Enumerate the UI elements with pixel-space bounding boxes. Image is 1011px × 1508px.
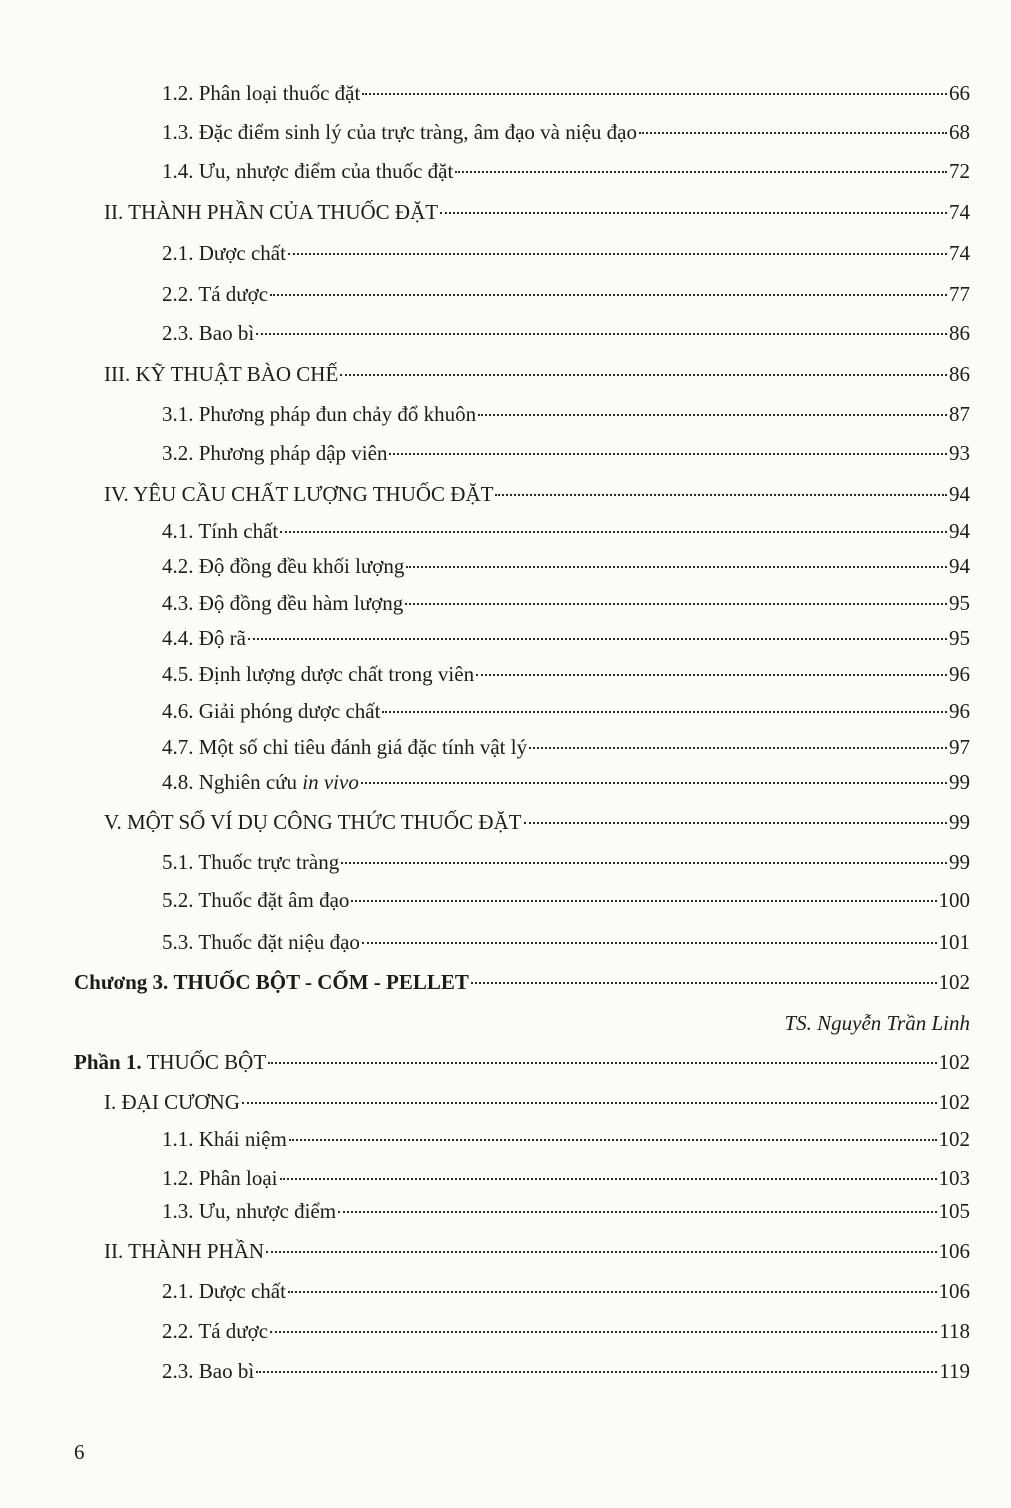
toc-entry-number: 4.1. bbox=[162, 519, 194, 543]
toc-entry bbox=[162, 80, 970, 106]
dot-leader bbox=[270, 1331, 937, 1333]
dot-leader bbox=[266, 1251, 936, 1253]
toc-entry-title bbox=[162, 80, 360, 106]
toc-entry-title bbox=[162, 320, 254, 346]
toc-entry-page: 102 bbox=[938, 1090, 970, 1114]
toc-entry-title bbox=[162, 698, 380, 724]
toc-entry-page: 99 bbox=[949, 770, 970, 794]
toc-entry-title bbox=[162, 240, 286, 266]
toc-entry bbox=[162, 769, 970, 795]
toc-entry-number: 4.2. bbox=[162, 554, 194, 578]
toc-entry-text: Độ đồng đều hàm lượng bbox=[198, 591, 404, 615]
toc-entry bbox=[104, 1238, 970, 1264]
dot-leader bbox=[524, 822, 948, 824]
toc-entry-number: 3.1. bbox=[162, 402, 194, 426]
toc-entry-page: 103 bbox=[938, 1166, 970, 1190]
toc-entry-page: 100 bbox=[938, 888, 970, 912]
toc-entry-text: Phân loại bbox=[198, 1166, 278, 1190]
dot-leader bbox=[288, 1291, 937, 1293]
toc-entry bbox=[162, 401, 970, 427]
toc-entry-number: III. bbox=[104, 362, 131, 386]
toc-entry-text: Một số chỉ tiêu đánh giá đặc tính vật lý bbox=[198, 735, 528, 759]
toc-entry bbox=[162, 887, 970, 913]
toc-entry-number: 5.3. bbox=[162, 930, 194, 954]
toc-entry-page: 106 bbox=[938, 1239, 970, 1263]
toc-entry-text: YÊU CẦU CHẤT LƯỢNG THUỐC ĐẶT bbox=[133, 482, 494, 506]
toc-entry-number: 5.1. bbox=[162, 850, 194, 874]
toc-entry-number: IV. bbox=[104, 482, 129, 506]
toc-entry-page: 94 bbox=[949, 519, 970, 543]
toc-entry-number: 2.2. bbox=[162, 282, 194, 306]
toc-entry-title bbox=[162, 1278, 286, 1304]
dot-leader bbox=[382, 711, 947, 713]
toc-entry-title bbox=[104, 809, 522, 835]
toc-entry-number: 2.2. bbox=[162, 1319, 194, 1343]
toc-entry bbox=[162, 440, 970, 466]
toc-entry-page: 99 bbox=[949, 850, 970, 874]
toc-entry-text: ĐẠI CƯƠNG bbox=[121, 1090, 240, 1114]
toc-entry-number: 1.1. bbox=[162, 1127, 194, 1151]
toc-entry-text: THUỐC BỘT bbox=[146, 1050, 267, 1074]
toc-entry-text: Phương pháp dập viên bbox=[198, 441, 388, 465]
toc-entry-text: Bao bì bbox=[198, 1359, 255, 1383]
toc-entry-page: 102 bbox=[938, 970, 970, 994]
toc-entry bbox=[104, 809, 970, 835]
dot-leader bbox=[351, 900, 936, 902]
toc-entry-page: 94 bbox=[949, 482, 970, 506]
toc-entry bbox=[162, 590, 970, 616]
toc-entry-italic: in vivo bbox=[302, 770, 359, 794]
toc-entry-text: Tá dược bbox=[198, 282, 269, 306]
toc-entry bbox=[104, 1089, 970, 1115]
toc-entry-text: Tính chất bbox=[198, 519, 279, 543]
dot-leader bbox=[455, 171, 947, 173]
toc-entry-number: 1.3. bbox=[162, 120, 194, 144]
toc-entry-page: 66 bbox=[949, 81, 970, 105]
toc-entry-title bbox=[74, 1049, 266, 1075]
dot-leader bbox=[478, 414, 947, 416]
toc-entry bbox=[162, 281, 970, 307]
toc-entry-page: 93 bbox=[949, 441, 970, 465]
toc-entry-text: Phương pháp đun chảy đổ khuôn bbox=[198, 402, 477, 426]
toc-entry bbox=[162, 929, 970, 955]
toc-entry-text: Giải phóng dược chất bbox=[198, 699, 381, 723]
toc-entry-number: II. bbox=[104, 1239, 124, 1263]
toc-entry-number: 1.3. bbox=[162, 1199, 194, 1223]
toc-entry-title bbox=[104, 199, 438, 225]
toc-entry-title bbox=[162, 158, 453, 184]
toc-entry-number: V. bbox=[104, 810, 122, 834]
toc-entry-title bbox=[162, 734, 527, 760]
toc-entry-title bbox=[162, 1318, 268, 1344]
toc-entry-number: 1.4. bbox=[162, 159, 194, 183]
toc-entry-title bbox=[162, 518, 278, 544]
dot-leader bbox=[338, 1211, 936, 1213]
toc-entry-title bbox=[104, 1238, 264, 1264]
toc-entry-number: 2.3. bbox=[162, 321, 194, 345]
toc-entry-page: 96 bbox=[949, 662, 970, 686]
toc-entry bbox=[162, 849, 970, 875]
toc-entry bbox=[104, 481, 970, 507]
toc-entry-title bbox=[162, 440, 387, 466]
toc-entry-text: Phân loại thuốc đặt bbox=[198, 81, 361, 105]
toc-entry-text: Bao bì bbox=[198, 321, 255, 345]
toc-entry bbox=[162, 1278, 970, 1304]
toc-entry-page: 97 bbox=[949, 735, 970, 759]
toc-entry bbox=[162, 518, 970, 544]
toc-entry-number: 2.1. bbox=[162, 241, 194, 265]
dot-leader bbox=[406, 566, 947, 568]
dot-leader bbox=[405, 603, 947, 605]
toc-entry-text: Thuốc đặt niệu đạo bbox=[198, 930, 360, 954]
dot-leader bbox=[270, 294, 947, 296]
toc-entry-number: 4.7. bbox=[162, 735, 194, 759]
toc-entry-number: 2.1. bbox=[162, 1279, 194, 1303]
toc-entry-page: 105 bbox=[938, 1199, 970, 1223]
toc-entry bbox=[162, 698, 970, 724]
toc-entry-number: 3.2. bbox=[162, 441, 194, 465]
toc-entry-text: Ưu, nhược điểm bbox=[198, 1199, 337, 1223]
toc-entry-title bbox=[162, 849, 339, 875]
toc-entry-text: KỸ THUẬT BÀO CHẾ bbox=[135, 362, 339, 386]
toc-entry-page: 86 bbox=[949, 362, 970, 386]
toc-entry-page: 102 bbox=[938, 1050, 970, 1074]
dot-leader bbox=[242, 1102, 937, 1104]
toc-entry-number: II. bbox=[104, 200, 124, 224]
dot-leader bbox=[529, 747, 947, 749]
toc-entry-text: MỘT SỐ VÍ DỤ CÔNG THỨC THUỐC ĐẶT bbox=[126, 810, 522, 834]
dot-leader bbox=[440, 212, 947, 214]
dot-leader bbox=[389, 453, 947, 455]
toc-entry-page: 68 bbox=[949, 120, 970, 144]
toc-entry-title bbox=[162, 119, 637, 145]
toc-entry bbox=[162, 158, 970, 184]
toc-entry-page: 118 bbox=[939, 1319, 970, 1343]
toc-entry-title bbox=[162, 661, 474, 687]
toc-entry-page: 94 bbox=[949, 554, 970, 578]
toc-entry bbox=[162, 553, 970, 579]
toc-entry-title bbox=[104, 361, 338, 387]
toc-entry-text: Độ đồng đều khối lượng bbox=[198, 554, 405, 578]
toc-entry-text: THÀNH PHẦN CỦA THUỐC ĐẶT bbox=[128, 200, 439, 224]
dot-leader bbox=[268, 1062, 936, 1064]
dot-leader bbox=[361, 782, 947, 784]
toc-entry-title bbox=[162, 281, 268, 307]
toc-entry-page: 96 bbox=[949, 699, 970, 723]
toc-entry-text: Ưu, nhược điểm của thuốc đặt bbox=[198, 159, 454, 183]
toc-entry bbox=[162, 625, 970, 651]
page-number: 6 bbox=[74, 1440, 85, 1464]
dot-leader bbox=[476, 674, 947, 676]
toc-entry-number: Chương 3. bbox=[74, 970, 169, 994]
dot-leader bbox=[280, 1178, 937, 1180]
dot-leader bbox=[362, 93, 947, 95]
dot-leader bbox=[256, 1371, 937, 1373]
toc-entry-number: 4.8. bbox=[162, 770, 194, 794]
dot-leader bbox=[495, 494, 947, 496]
toc-entry-text: Tá dược bbox=[198, 1319, 269, 1343]
toc-entry-page: 101 bbox=[938, 930, 970, 954]
dot-leader bbox=[289, 1139, 937, 1141]
toc-entry bbox=[162, 1165, 970, 1191]
toc-entry-page: 95 bbox=[949, 626, 970, 650]
toc-entry bbox=[74, 969, 970, 995]
toc-entry-title bbox=[162, 401, 476, 427]
toc-entry bbox=[104, 361, 970, 387]
toc-entry bbox=[162, 119, 970, 145]
toc-entry-page: 102 bbox=[938, 1127, 970, 1151]
toc-entry-text: Dược chất bbox=[198, 241, 286, 265]
toc-entry-text: Thuốc đặt âm đạo bbox=[198, 888, 350, 912]
dot-leader bbox=[341, 862, 947, 864]
toc-entry-page: 99 bbox=[949, 810, 970, 834]
dot-leader bbox=[288, 253, 947, 255]
toc-entry-number: I. bbox=[104, 1090, 117, 1114]
toc-entry-number: 4.3. bbox=[162, 591, 194, 615]
toc-entry-text: Nghiên cứu bbox=[198, 770, 303, 794]
toc-entry-number: 4.4. bbox=[162, 626, 194, 650]
dot-leader bbox=[340, 374, 947, 376]
toc-entry-page: 86 bbox=[949, 321, 970, 345]
dot-leader bbox=[639, 132, 947, 134]
toc-entry-text: Thuốc trực tràng bbox=[198, 850, 340, 874]
toc-entry-title bbox=[162, 1126, 287, 1152]
toc-entry-number: Phần 1. bbox=[74, 1050, 142, 1074]
toc-entry-title bbox=[162, 1165, 278, 1191]
toc-entry-page: 77 bbox=[949, 282, 970, 306]
toc-entry bbox=[162, 1198, 970, 1224]
chapter-author: TS. Nguyễn Trần Linh bbox=[784, 1011, 970, 1035]
toc-entry bbox=[162, 1358, 970, 1384]
toc-entry bbox=[162, 1318, 970, 1344]
toc-entry-text: THUỐC BỘT - CỐM - PELLET bbox=[173, 970, 469, 994]
toc-entry-page: 72 bbox=[949, 159, 970, 183]
toc-entry bbox=[104, 199, 970, 225]
toc-entry-text: Độ rã bbox=[198, 626, 246, 650]
dot-leader bbox=[256, 333, 947, 335]
toc-entry-number: 1.2. bbox=[162, 1166, 194, 1190]
toc-entry-title bbox=[162, 887, 349, 913]
toc-entry bbox=[162, 240, 970, 266]
toc-entry-text: Khái niệm bbox=[198, 1127, 287, 1151]
toc-entry-title bbox=[162, 590, 403, 616]
toc-entry-title bbox=[74, 969, 469, 995]
toc-entry-title bbox=[162, 553, 404, 579]
toc-entry-title bbox=[162, 1358, 254, 1384]
toc-entry-page: 119 bbox=[939, 1359, 970, 1383]
dot-leader bbox=[280, 531, 947, 533]
toc-entry-title bbox=[104, 1089, 240, 1115]
toc-entry-title bbox=[104, 481, 493, 507]
toc-entry-page: 95 bbox=[949, 591, 970, 615]
toc-entry-number: 4.6. bbox=[162, 699, 194, 723]
toc-entry-number: 4.5. bbox=[162, 662, 194, 686]
toc-entry-number: 1.2. bbox=[162, 81, 194, 105]
toc-entry-number: 5.2. bbox=[162, 888, 194, 912]
toc-entry-text: Đặc điểm sinh lý của trực tràng, âm đạo và niệu đạo bbox=[198, 120, 637, 144]
toc-entry-page: 74 bbox=[949, 241, 970, 265]
dot-leader bbox=[248, 638, 947, 640]
toc-entry bbox=[162, 320, 970, 346]
toc-entry-title bbox=[162, 1198, 336, 1224]
toc-entry-text: Định lượng dược chất trong viên bbox=[198, 662, 475, 686]
toc-entry bbox=[162, 734, 970, 760]
toc-entry-title bbox=[162, 625, 246, 651]
toc-entry bbox=[74, 1049, 970, 1075]
toc-entry bbox=[162, 661, 970, 687]
toc-entry-title bbox=[162, 929, 360, 955]
toc-entry-page: 106 bbox=[938, 1279, 970, 1303]
toc-entry-page: 87 bbox=[949, 402, 970, 426]
toc-entry-text: THÀNH PHẦN bbox=[128, 1239, 265, 1263]
toc-entry-text: Dược chất bbox=[198, 1279, 286, 1303]
dot-leader bbox=[362, 942, 937, 944]
toc-entry-number: 2.3. bbox=[162, 1359, 194, 1383]
toc-entry-page: 74 bbox=[949, 200, 970, 224]
toc-entry bbox=[162, 1126, 970, 1152]
toc-entry-title bbox=[162, 769, 359, 795]
dot-leader bbox=[471, 982, 937, 984]
